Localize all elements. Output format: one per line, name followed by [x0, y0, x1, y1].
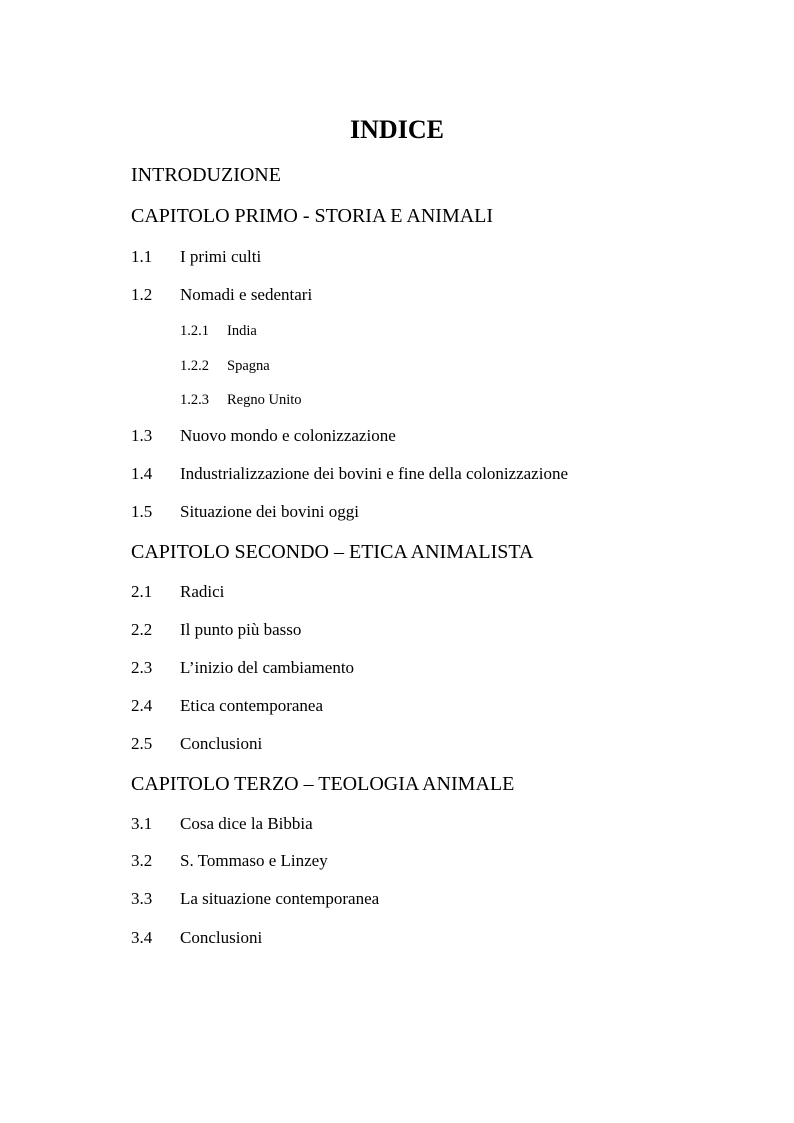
toc-section-2-5[interactable] — [131, 732, 262, 756]
toc-section-number: 3.3 — [131, 889, 153, 908]
toc-subsection-label: Spagna — [227, 358, 270, 374]
toc-subsection-1-2-3[interactable] — [180, 390, 302, 410]
toc-section-label: Il punto più basso — [180, 620, 302, 639]
toc-section-label: Nuovo mondo e colonizzazione — [180, 426, 396, 445]
toc-heading-label: CAPITOLO SECONDO – ETICA ANIMALISTA — [131, 541, 534, 563]
toc-section-number: 3.2 — [131, 851, 153, 870]
toc-section-1-3[interactable] — [131, 424, 396, 448]
toc-heading-introduzione[interactable] — [131, 162, 281, 188]
toc-heading-label: CAPITOLO TERZO – TEOLOGIA ANIMALE — [131, 773, 515, 795]
page-title: INDICE — [350, 115, 444, 144]
toc-section-1-5[interactable] — [131, 500, 359, 524]
toc-section-3-4[interactable] — [131, 926, 262, 950]
toc-section-2-1[interactable] — [131, 580, 224, 604]
toc-section-3-3[interactable] — [131, 887, 379, 911]
toc-section-number: 3.1 — [131, 814, 153, 833]
toc-section-label: Cosa dice la Bibbia — [180, 814, 313, 833]
toc-section-number: 2.1 — [131, 582, 153, 601]
toc-section-label: Nomadi e sedentari — [180, 285, 313, 304]
toc-heading-capitolo-primo[interactable] — [131, 203, 493, 229]
toc-subsection-number: 1.2.1 — [180, 323, 209, 339]
toc-section-1-1[interactable] — [131, 245, 261, 269]
toc-section-3-1[interactable] — [131, 812, 313, 836]
toc-section-number: 3.4 — [131, 928, 153, 947]
toc-section-label: Conclusioni — [180, 928, 263, 947]
toc-section-number: 2.5 — [131, 734, 153, 753]
toc-section-1-2[interactable] — [131, 283, 312, 307]
toc-section-3-2[interactable] — [131, 849, 328, 873]
toc-heading-label: CAPITOLO PRIMO - STORIA E ANIMALI — [131, 205, 494, 227]
toc-section-label: Conclusioni — [180, 734, 263, 753]
toc-section-number: 2.3 — [131, 658, 153, 677]
toc-section-2-4[interactable] — [131, 694, 323, 718]
toc-subsection-number: 1.2.3 — [180, 392, 209, 408]
toc-section-label: S. Tommaso e Linzey — [180, 851, 328, 870]
toc-heading-capitolo-terzo[interactable] — [131, 771, 514, 797]
toc-section-number: 1.5 — [131, 502, 153, 521]
toc-subsection-1-2-1[interactable] — [180, 321, 257, 341]
toc-section-2-3[interactable] — [131, 656, 354, 680]
toc-section-number: 1.3 — [131, 426, 153, 445]
toc-section-label: Industrializzazione dei bovini e fine della colonizzazione — [180, 464, 568, 483]
toc-section-label: Radici — [180, 582, 225, 601]
toc-section-label: I primi culti — [180, 247, 262, 266]
toc-subsection-label: India — [227, 323, 257, 339]
toc-section-2-2[interactable] — [131, 618, 301, 642]
toc-heading-capitolo-secondo[interactable] — [131, 539, 533, 565]
toc-subsection-label: Regno Unito — [227, 392, 302, 408]
toc-subsection-1-2-2[interactable] — [180, 356, 270, 376]
toc-section-label: La situazione contemporanea — [180, 889, 380, 908]
toc-section-label: L’inizio del cambiamento — [180, 658, 355, 677]
toc-section-number: 1.4 — [131, 464, 153, 483]
toc-subsection-number: 1.2.2 — [180, 358, 209, 374]
toc-section-label: Situazione dei bovini oggi — [180, 502, 359, 521]
toc-section-number: 2.2 — [131, 620, 153, 639]
toc-section-number: 1.2 — [131, 285, 153, 304]
toc-section-label: Etica contemporanea — [180, 696, 324, 715]
toc-section-number: 1.1 — [131, 247, 153, 266]
toc-heading-label: INTRODUZIONE — [131, 164, 281, 186]
toc-section-1-4[interactable] — [131, 462, 568, 486]
toc-section-number: 2.4 — [131, 696, 153, 715]
